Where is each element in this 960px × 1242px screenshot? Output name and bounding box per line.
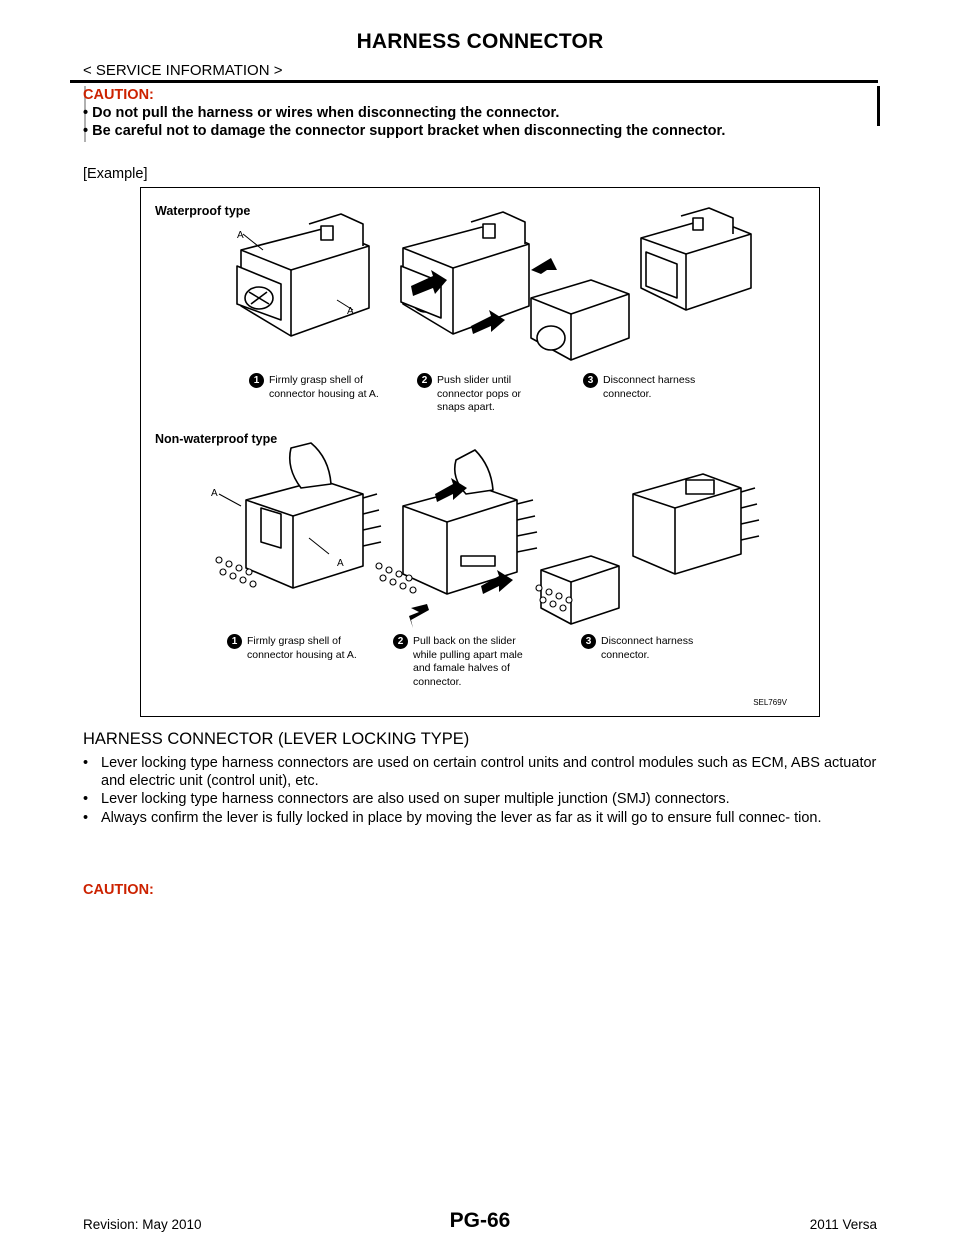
list-item — [83, 754, 883, 790]
nonwaterproof-connector-step2 — [403, 450, 537, 594]
caution-item-2: • Be careful not to damage the connector support bracket when disconnecting the connector. — [83, 123, 726, 139]
callout-a-label: A — [337, 558, 344, 569]
step-2-number: 2 — [417, 373, 432, 388]
callout-a-label: A — [347, 306, 354, 317]
nonwp-step-3-text: Disconnect harness connector. — [601, 635, 694, 661]
step-1-number: 1 — [249, 373, 264, 388]
list-item-text: Always confirm the lever is fully locked in place by moving the lever as far as it will go to ensure full connec- tion. — [101, 810, 822, 826]
nonwaterproof-connector-step3 — [633, 474, 759, 574]
section-tab-marker — [877, 86, 880, 126]
caution-item-1: • Do not pull the harness or wires when disconnecting the connector. — [83, 105, 560, 121]
footer-revision: Revision: May 2010 — [83, 1217, 202, 1232]
step-3-number: 3 — [583, 373, 598, 388]
bullet-symbol: • — [83, 791, 89, 807]
bullet-symbol: • — [83, 810, 89, 826]
nonwp-step-1-number: 1 — [227, 634, 242, 649]
figure-code: SEL769V — [753, 698, 787, 707]
step-1-text: Firmly grasp shell of connector housing at A. — [269, 374, 379, 400]
callout-a-label: A — [211, 488, 218, 499]
nonwp-separate-arrow — [409, 604, 429, 628]
callout-a-label: A — [237, 230, 244, 241]
waterproof-connector-step2 — [401, 212, 529, 334]
footer-page-number: PG-66 — [449, 1209, 511, 1232]
header-divider — [70, 80, 878, 83]
caution-heading-2: CAUTION: — [83, 882, 154, 898]
list-item-text: Lever locking type harness connectors are also used on super multiple junction (SMJ) connectors. — [101, 791, 730, 807]
step-3-text: Disconnect harness connector. — [603, 374, 696, 400]
waterproof-female-half — [531, 280, 629, 360]
nonwaterproof-female-half — [541, 556, 619, 624]
nonwp-step-1-text: Firmly grasp shell of connector housing at A. — [247, 635, 357, 661]
nonwaterproof-connector-step1 — [246, 443, 381, 588]
section-heading: HARNESS CONNECTOR (LEVER LOCKING TYPE) — [83, 730, 470, 748]
list-item — [83, 809, 883, 827]
nonwp-step-2-text: Pull back on the slider while pulling apart male and famale halves of connector. — [413, 635, 523, 688]
push-arrow-2 — [531, 258, 557, 274]
caution-heading: CAUTION: — [83, 87, 154, 103]
step-2-text: Push slider until connector pops or snaps apart. — [437, 374, 522, 413]
bullet-symbol: • — [83, 755, 89, 771]
waterproof-type-label: Waterproof type — [155, 204, 251, 218]
nonwaterproof-type-label: Non-waterproof type — [155, 432, 278, 446]
footer-model: 2011 Versa — [809, 1217, 877, 1232]
breadcrumb[interactable]: < SERVICE INFORMATION > — [83, 62, 283, 79]
nonwp-step-3-number: 3 — [581, 634, 596, 649]
waterproof-connector-step1 — [237, 214, 369, 336]
nonwp-step-2-number: 2 — [393, 634, 408, 649]
list-item — [83, 790, 883, 808]
list-item-text: Lever locking type harness connectors are used on certain control units and control modules such as ECM, ABS actuator and electric unit (control unit), etc. — [101, 755, 877, 789]
connector-disconnect-figure — [140, 187, 820, 717]
waterproof-connector-step3 — [641, 208, 751, 310]
example-label: [Example] — [83, 166, 148, 182]
page-title: HARNESS CONNECTOR — [356, 30, 604, 53]
